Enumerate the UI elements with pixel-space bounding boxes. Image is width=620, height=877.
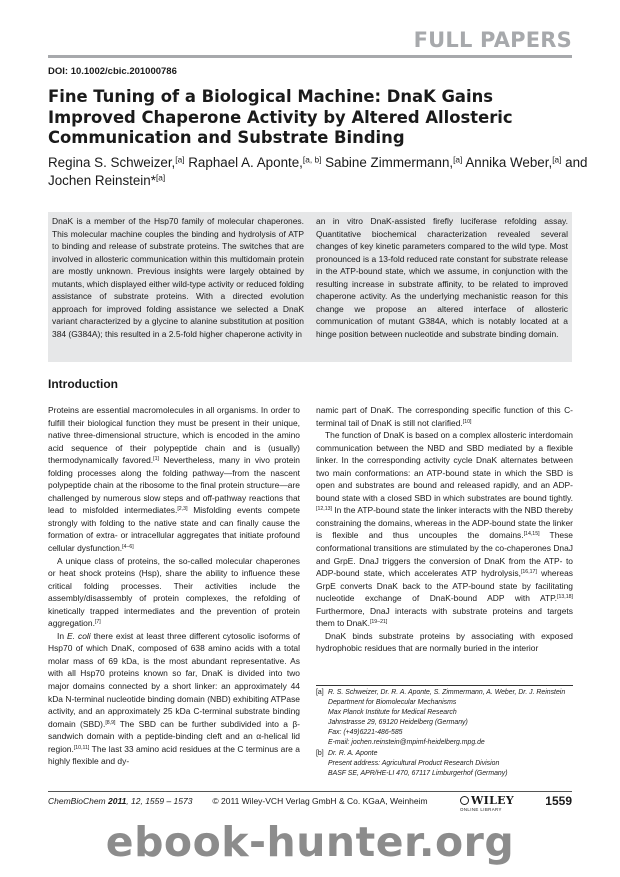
copyright-notice: © 2011 Wiley-VCH Verlag GmbH & Co. KGaA, Weinheim [212,796,428,806]
footnote-line: Dr. R. A. Aponte [328,750,378,758]
citation: [4–6] [122,544,134,551]
footnote-marker: [a] [316,689,324,696]
footnote-line: R. S. Schweizer, Dr. R. A. Aponte, S. Zimmermann, A. Weber, Dr. J. Reinstein [328,689,566,696]
paragraph: Proteins are essential macromolecules in all organisms. In order to fulfill their biological function they must be present in their unique, native three-dimensional structure, which is encoded in the amino acid sequence of their polypeptide chain and is (usually) thermodynamically favored.[1] Nevertheless, many in vivo protein folding processes along the folding pathway—from the nascent polypeptide chain at the ribosome to the final protein structure—are challenged by numerous slow steps and off-pathway reactions that lead to misfolded intermediates.[2,3] Misfolding events compete strongly with folding to the native state and can finally cause the formation of extra- or intracellular aggregates that initiate profound cellular dysfunction.[4–6] [48,405,300,554]
species-name: E. coli [67,630,91,641]
citation: [14,15] [523,531,540,538]
author-name: Annika Weber, [465,155,553,170]
footnote-marker: [b] [316,750,324,758]
publisher-logo[interactable]: WILEY ONLINE LIBRARY [460,794,514,812]
paragraph: In E. coli there exist at least three different cytosolic isoforms of Hsp70 of which DnaK, composed of 638 amino acids with a total molar mass of 69 kDa, is the most abundant representative. As with all Hsp70 proteins known so far, DnaK is divided into two major domains connected by a short linker: an approximately 44 kDa N-terminal nucleotide binding domain (NBD) exhibiting ATPase activity, and an approximately 25 kDa C-terminal substrate binding domain (SBD).[8,9] The SBD can be further subdivided into a β-sandwich domain with a peptide-binding cleft and an α-helical lid region.[10,11] The last 33 amino acid residues at the C terminus are a highly flexible and dy- [48,630,300,767]
author-conjunction: and [565,155,588,170]
citation: [13,18] [557,594,573,601]
citation: [16,17] [520,569,537,576]
paragraph: namic part of DnaK. The corresponding specific function of this C-terminal tail of DnaK is still not clarified.[10] [316,405,573,428]
footnote-line: Present address: Agricultural Product Research Division [328,760,500,768]
footnote-line: Max Planck Institute for Medical Research [328,708,457,716]
watermark: ebook-hunter.org [105,818,515,866]
footnote-email[interactable]: E-mail: jochen.reinstein@mpimf-heidelberg.mpg.de [328,738,485,746]
author-affiliation: [a] [552,154,562,165]
citation: [2,3] [177,506,188,513]
section-heading: Introduction [48,377,118,391]
body-left-column [48,404,300,768]
author-affiliation: [a] [155,172,166,183]
header-rule [48,55,572,58]
author-affiliation: [a, b] [302,154,322,165]
paragraph: DnaK binds substrate proteins by associating with exposed hydrophobic residues that are normally buried in the interior [316,630,573,654]
paragraph: A unique class of proteins, the so-called molecular chaperones or heat shock proteins (Hsp), share the ability to influence these critical folding processes. Their activities include the assembly/disassembly of protein complexes, the refolding of kinetically trapped intermediates and the prevention of protein aggregation.[7] [48,555,300,629]
abstract-right-column: an in vitro DnaK-assisted firefly luciferase refolding assay. Quantitative biochemical characterization revealed several changes of key kinetic parameters compared to the wild type. Most pronounced is a 13-fold reduced rate constant for substrate release in the ATP-bound state, which we assume, in conjunction with the resulting increase in substrate affinity, to be related to improved chaperone activity. As the underlying mechanistic reason for this change we propose an altered interface of allosteric communication of mutant G384A, which is notably located at a hinge position between nucleotide and substrate binding domain. [316,216,568,339]
citation: [10,11] [73,744,90,751]
footnote [316,749,573,779]
footnotes [316,688,573,781]
abstract-left-column: DnaK is a member of the Hsp70 family of molecular chaperones. This molecular machine couples the binding and hydrolysis of ATP to binding and release of substrate proteins. The switches that are involved in allosteric communication within this multidomain protein are mostly unknown. Previous insights were largely obtained by mutants, which displayed either wild-type activity or reduced folding assistance of substrate proteins. With a directed evolution approach for improved folding assistance we selected a DnaK variant characterized by a glycine to alanine substitution at position 384 (G384A); this resulted in a 2.5-fold higher chaperone activity in [52,216,304,339]
citation: [7] [94,619,101,626]
footer-rule [48,791,572,792]
citation: [8,9] [105,719,116,726]
author-affiliation: [a] [453,154,463,165]
citation: [12,13] [316,506,332,513]
author-name: Regina S. Schweizer, [48,155,176,170]
citation: [19–21] [369,619,388,626]
footnote-line: Department for Biomolecular Mechanisms [328,698,457,706]
footnote-line: Fax: (+49)6221-486-585 [328,728,403,736]
section-tag: FULL PAPERS [413,28,572,52]
footnote-line: Jahnstrasse 29, 69120 Heidelberg (Germany) [328,718,468,726]
citation: [10] [462,418,472,425]
footnote-rule [316,685,573,686]
article-title: Fine Tuning of a Biological Machine: DnaK Gains Improved Chaperone Activity by Altered Allosteric Communication and Substrate Binding [48,87,513,147]
author-list [48,154,588,190]
journal-citation: ChemBioChem 2011, 12, 1559 – 1573 [48,796,193,806]
paragraph: The function of DnaK is based on a complex allosteric interdomain communication between the NBD and SBD mediated by a flexible linker. In the corresponding activity cycle DnaK alternates between two main conformations: an ATP-bound state in which the SBD is open and substrates are bound and released rapidly, and an ADP-bound state with a closed SBD in which substrates are bound tightly.[12,13] In the ATP-bound state the linker interacts with the NBD thereby constraining the domains, whereas in the ADP-bound state the linker is flexible and thus uncouples the domains.[14,15] These conformational transitions are stimulated by the co-chaperones DnaJ and GrpE. DnaJ triggers the conversion of DnaK from the ATP- to ADP-bound state, which accelerates ATP hydrolysis,[16,17] whereas GrpE converts DnaK back to the ATP-bound state by facilitating nucleotide exchange of DnaK-bound ADP with ATP.[13,18] Furthermore, DnaJ interacts with substrate proteins and targets them to DnaK.[19–21] [316,430,574,629]
doi-link[interactable]: DOI: 10.1002/cbic.201000786 [48,66,177,77]
footnote [316,688,573,747]
footnote-line: BASF SE, APR/HE-LI 470, 67117 Limburgerhof (Germany) [328,770,508,778]
author-affiliation: [a] [175,154,185,165]
author-name: Raphael A. Aponte, [188,155,303,170]
author-name: Sabine Zimmermann, [325,155,454,170]
author-name: Jochen Reinstein* [48,173,156,188]
body-right-column [316,404,573,655]
citation: [1] [153,456,159,463]
wiley-mark-icon [460,796,469,805]
page-number: 1559 [545,794,572,808]
